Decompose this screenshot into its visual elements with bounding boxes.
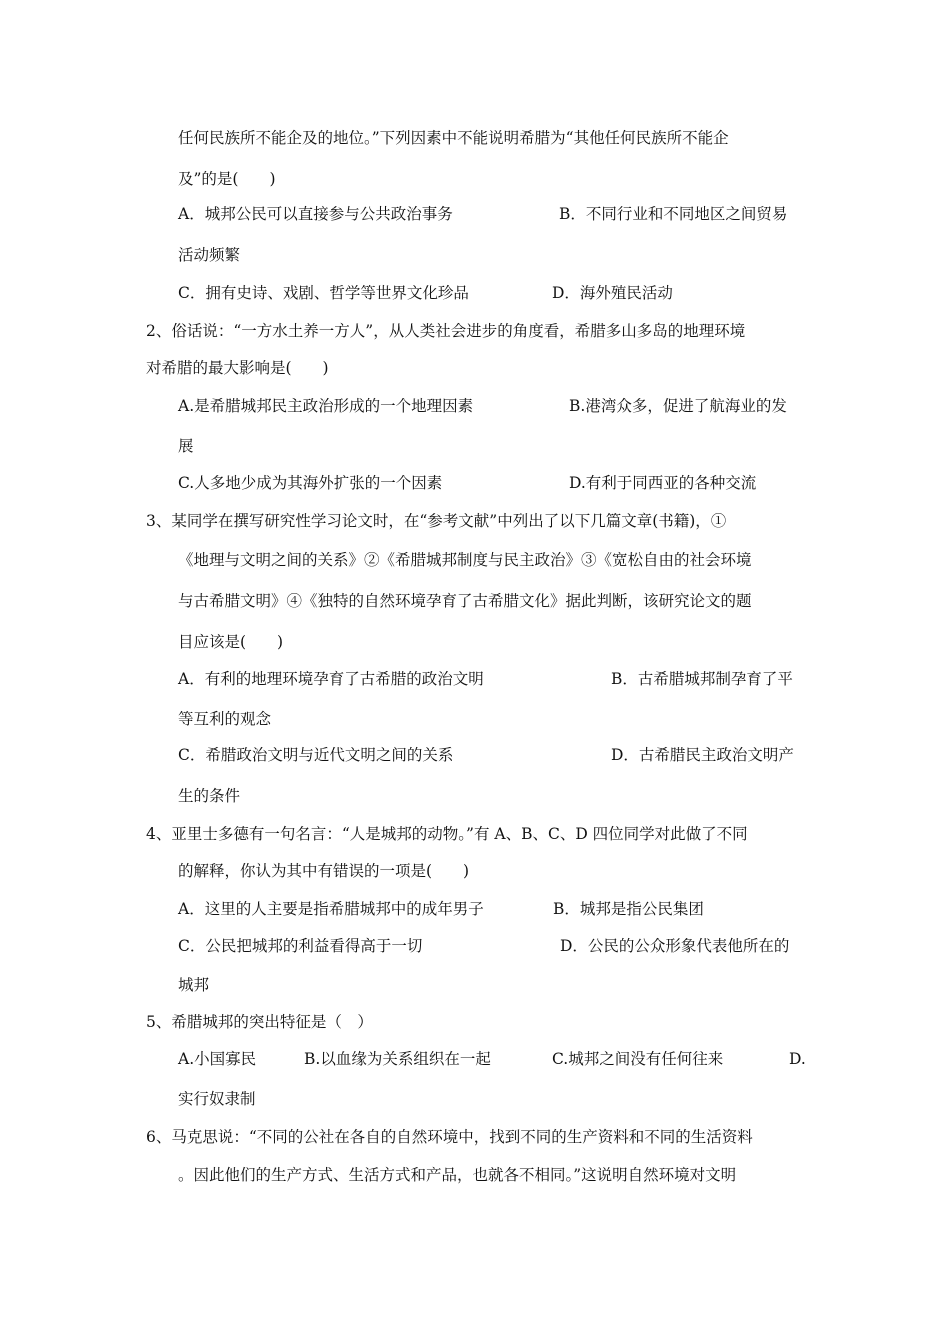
question-2-option-b-cont: 展 [178, 437, 194, 455]
question-1-stem-line-2: 及”的是( ) [178, 170, 276, 188]
question-2-stem-line-2: 对希腊的最大影响是( ) [146, 359, 329, 377]
question-2-stem-line-1: 2、俗话说：“一方水土养一方人”，从人类社会进步的角度看，希腊多山多岛的地理环境 [146, 322, 746, 340]
question-4-option-b: B．城邦是指公民集团 [553, 900, 704, 918]
question-3-option-c: C．希腊政治文明与近代文明之间的关系 [178, 746, 454, 764]
question-4-option-d-cont: 城邦 [178, 976, 210, 994]
question-5-option-a: A.小国寡民 [178, 1050, 257, 1068]
question-5-option-d: D. [789, 1050, 806, 1068]
question-4-option-c: C．公民把城邦的利益看得高于一切 [178, 937, 423, 955]
question-1-stem-line-1: 任何民族所不能企及的地位。”下列因素中不能说明希腊为“其他任何民族所不能企 [178, 129, 729, 147]
question-3-option-d-cont: 生的条件 [178, 787, 241, 805]
question-1-option-c: C．拥有史诗、戏剧、哲学等世界文化珍品 [178, 284, 469, 302]
question-3-stem-line-4: 目应该是( ) [178, 633, 284, 651]
question-5-stem: 5、希腊城邦的突出特征是（ ） [146, 1013, 373, 1031]
question-1-option-d: D．海外殖民活动 [552, 284, 673, 302]
question-6-stem-line-2: 。因此他们的生产方式、生活方式和产品，也就各不相同。”这说明自然环境对文明 [178, 1166, 737, 1184]
question-1-option-a: A．城邦公民可以直接参与公共政治事务 [178, 205, 453, 223]
question-3-option-a: A．有利的地理环境孕育了古希腊的政治文明 [178, 670, 484, 688]
question-3-stem-line-1: 3、某同学在撰写研究性学习论文时，在“参考文献”中列出了以下几篇文章(书籍)，① [146, 512, 727, 530]
question-1-option-b-cont: 活动频繁 [178, 246, 241, 264]
question-3-option-d: D．古希腊民主政治文明产 [611, 746, 794, 764]
question-2-option-b: B.港湾众多，促进了航海业的发 [569, 397, 787, 415]
question-3-stem-line-3: 与古希腊文明》④《独特的自然环境孕育了古希腊文化》据此判断，该研究论文的题 [178, 592, 752, 610]
question-5-option-d-cont: 实行奴隶制 [178, 1090, 256, 1108]
question-3-option-b-cont: 等互利的观念 [178, 710, 272, 728]
question-5-option-c: C.城邦之间没有任何往来 [552, 1050, 724, 1068]
question-3-stem-line-2: 《地理与文明之间的关系》②《希腊城邦制度与民主政治》③《宽松自由的社会环境 [178, 551, 752, 569]
question-2-option-c: C.人多地少成为其海外扩张的一个因素 [178, 474, 443, 492]
question-5-option-b: B.以血缘为关系组织在一起 [304, 1050, 491, 1068]
question-4-stem-line-1: 4、亚里士多德有一句名言：“人是城邦的动物。”有 A、B、C、D 四位同学对此做了不同 [146, 825, 748, 843]
question-2-option-d: D.有利于同西亚的各种交流 [569, 474, 757, 492]
question-6-stem-line-1: 6、马克思说：“不同的公社在各自的自然环境中，找到不同的生产资料和不同的生活资料 [146, 1128, 753, 1146]
question-4-option-d: D．公民的公众形象代表他所在的 [560, 937, 790, 955]
question-4-option-a: A．这里的人主要是指希腊城邦中的成年男子 [178, 900, 484, 918]
question-1-option-b: B．不同行业和不同地区之间贸易 [559, 205, 788, 223]
question-3-option-b: B．古希腊城邦制孕育了平 [611, 670, 793, 688]
question-4-stem-line-2: 的解释，你认为其中有错误的一项是( ) [178, 862, 470, 880]
question-2-option-a: A.是希腊城邦民主政治形成的一个地理因素 [178, 397, 474, 415]
